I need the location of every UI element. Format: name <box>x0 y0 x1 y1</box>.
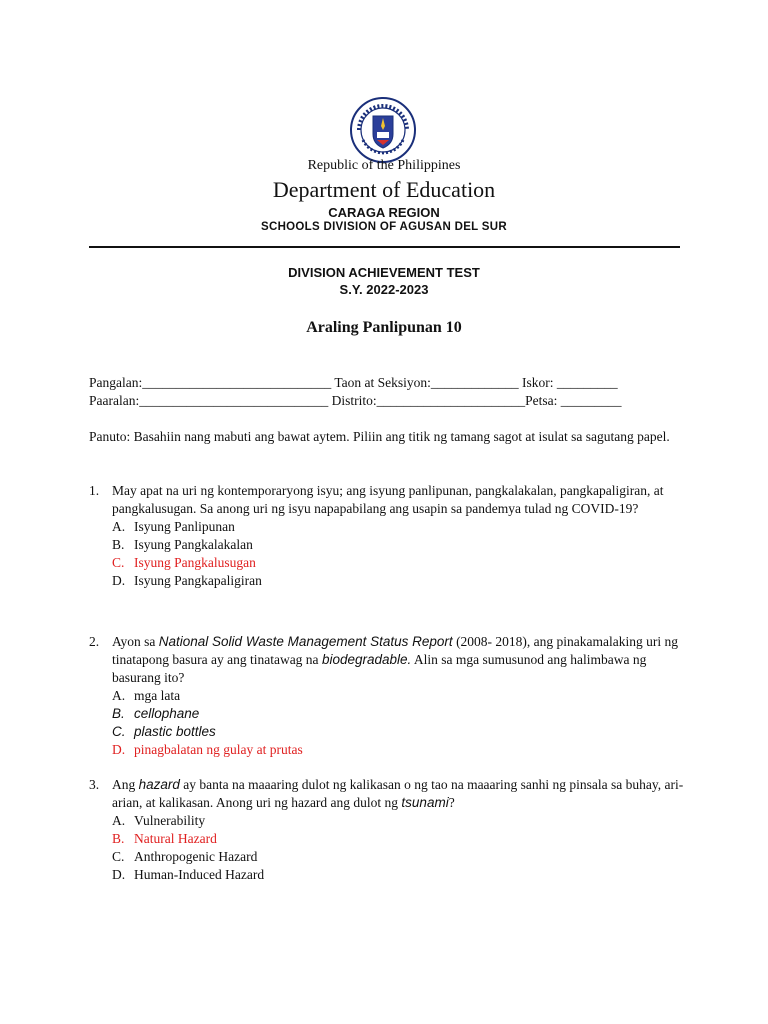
department-title: Department of Education <box>272 177 496 202</box>
option-c[interactable]: C. plastic bottles <box>112 724 216 739</box>
question-number: 1. <box>89 483 100 498</box>
region-text: CARAGA REGION <box>328 205 440 220</box>
option-c-answer[interactable]: C. Isyung Pangkalusugan <box>112 555 256 570</box>
subject-title: Araling Panlipunan 10 <box>306 319 462 336</box>
question-text: May apat na uri ng kontemporaryong isyu; ang isyung panlipunan, pangkalakalan, pangkapaligiran, at pangkalusugan. Sa anong uri ng isyu napapabilang ang usapin sa pandemya tulad ng COVID-19? <box>112 483 664 516</box>
question-3 <box>89 776 689 884</box>
republic-text: Republic of the Philippines <box>307 158 461 173</box>
option-b-answer[interactable]: B. Natural Hazard <box>112 831 217 846</box>
option-d[interactable]: D. Human-Induced Hazard <box>112 867 265 882</box>
question-text: Ang hazard ay banta na maaaring dulot ng kalikasan o ng tao na maaaring sanhi ng pinsala sa buhay, ari-arian, at kalikasan. Anong uri ng hazard ang dulot ng tsunami? <box>112 777 684 810</box>
question-text: Ayon sa National Solid Waste Management Status Report (2008- 2018), ang pinakamalaking uri ng tinatapong basura ay ang tinatawag na biodegradable. Alin sa mga sumusunod ang halimbawa ng basurang ito? <box>112 634 679 685</box>
question-number: 3. <box>89 777 100 792</box>
option-b[interactable]: B. Isyung Pangkalakalan <box>112 537 253 552</box>
question-number: 2. <box>89 634 100 649</box>
option-d-answer[interactable]: D. pinagbalatan ng gulay at prutas <box>112 742 303 757</box>
test-title: DIVISION ACHIEVEMENT TEST <box>288 265 480 280</box>
school-year: S.Y. 2022-2023 <box>339 282 429 297</box>
question-2 <box>89 633 689 759</box>
option-c[interactable]: C. Anthropogenic Hazard <box>112 849 258 864</box>
option-d[interactable]: D. Isyung Pangkapaligiran <box>112 573 262 588</box>
student-info-fields <box>89 374 689 410</box>
division-text: SCHOOLS DIVISION OF AGUSAN DEL SUR <box>261 221 507 233</box>
question-1 <box>89 482 689 590</box>
deped-seal-logo <box>349 96 417 164</box>
header-divider <box>89 246 680 248</box>
test-heading <box>0 264 768 298</box>
instructions: Panuto: Basahiin nang mabuti ang bawat aytem. Piliin ang titik ng tamang sagot at isulat sa sagutang papel. <box>89 429 670 444</box>
option-a[interactable]: A. Isyung Panlipunan <box>112 519 235 534</box>
info-row-1[interactable]: Pangalan:____________________________ Taon at Seksiyon:_____________ Iskor: _________ <box>89 375 618 390</box>
option-a[interactable]: A. mga lata <box>112 688 181 703</box>
option-b[interactable]: B. cellophane <box>112 706 200 721</box>
info-row-2[interactable]: Paaralan:____________________________ Distrito:______________________Petsa: _________ <box>89 393 622 408</box>
option-a[interactable]: A. Vulnerability <box>112 813 206 828</box>
